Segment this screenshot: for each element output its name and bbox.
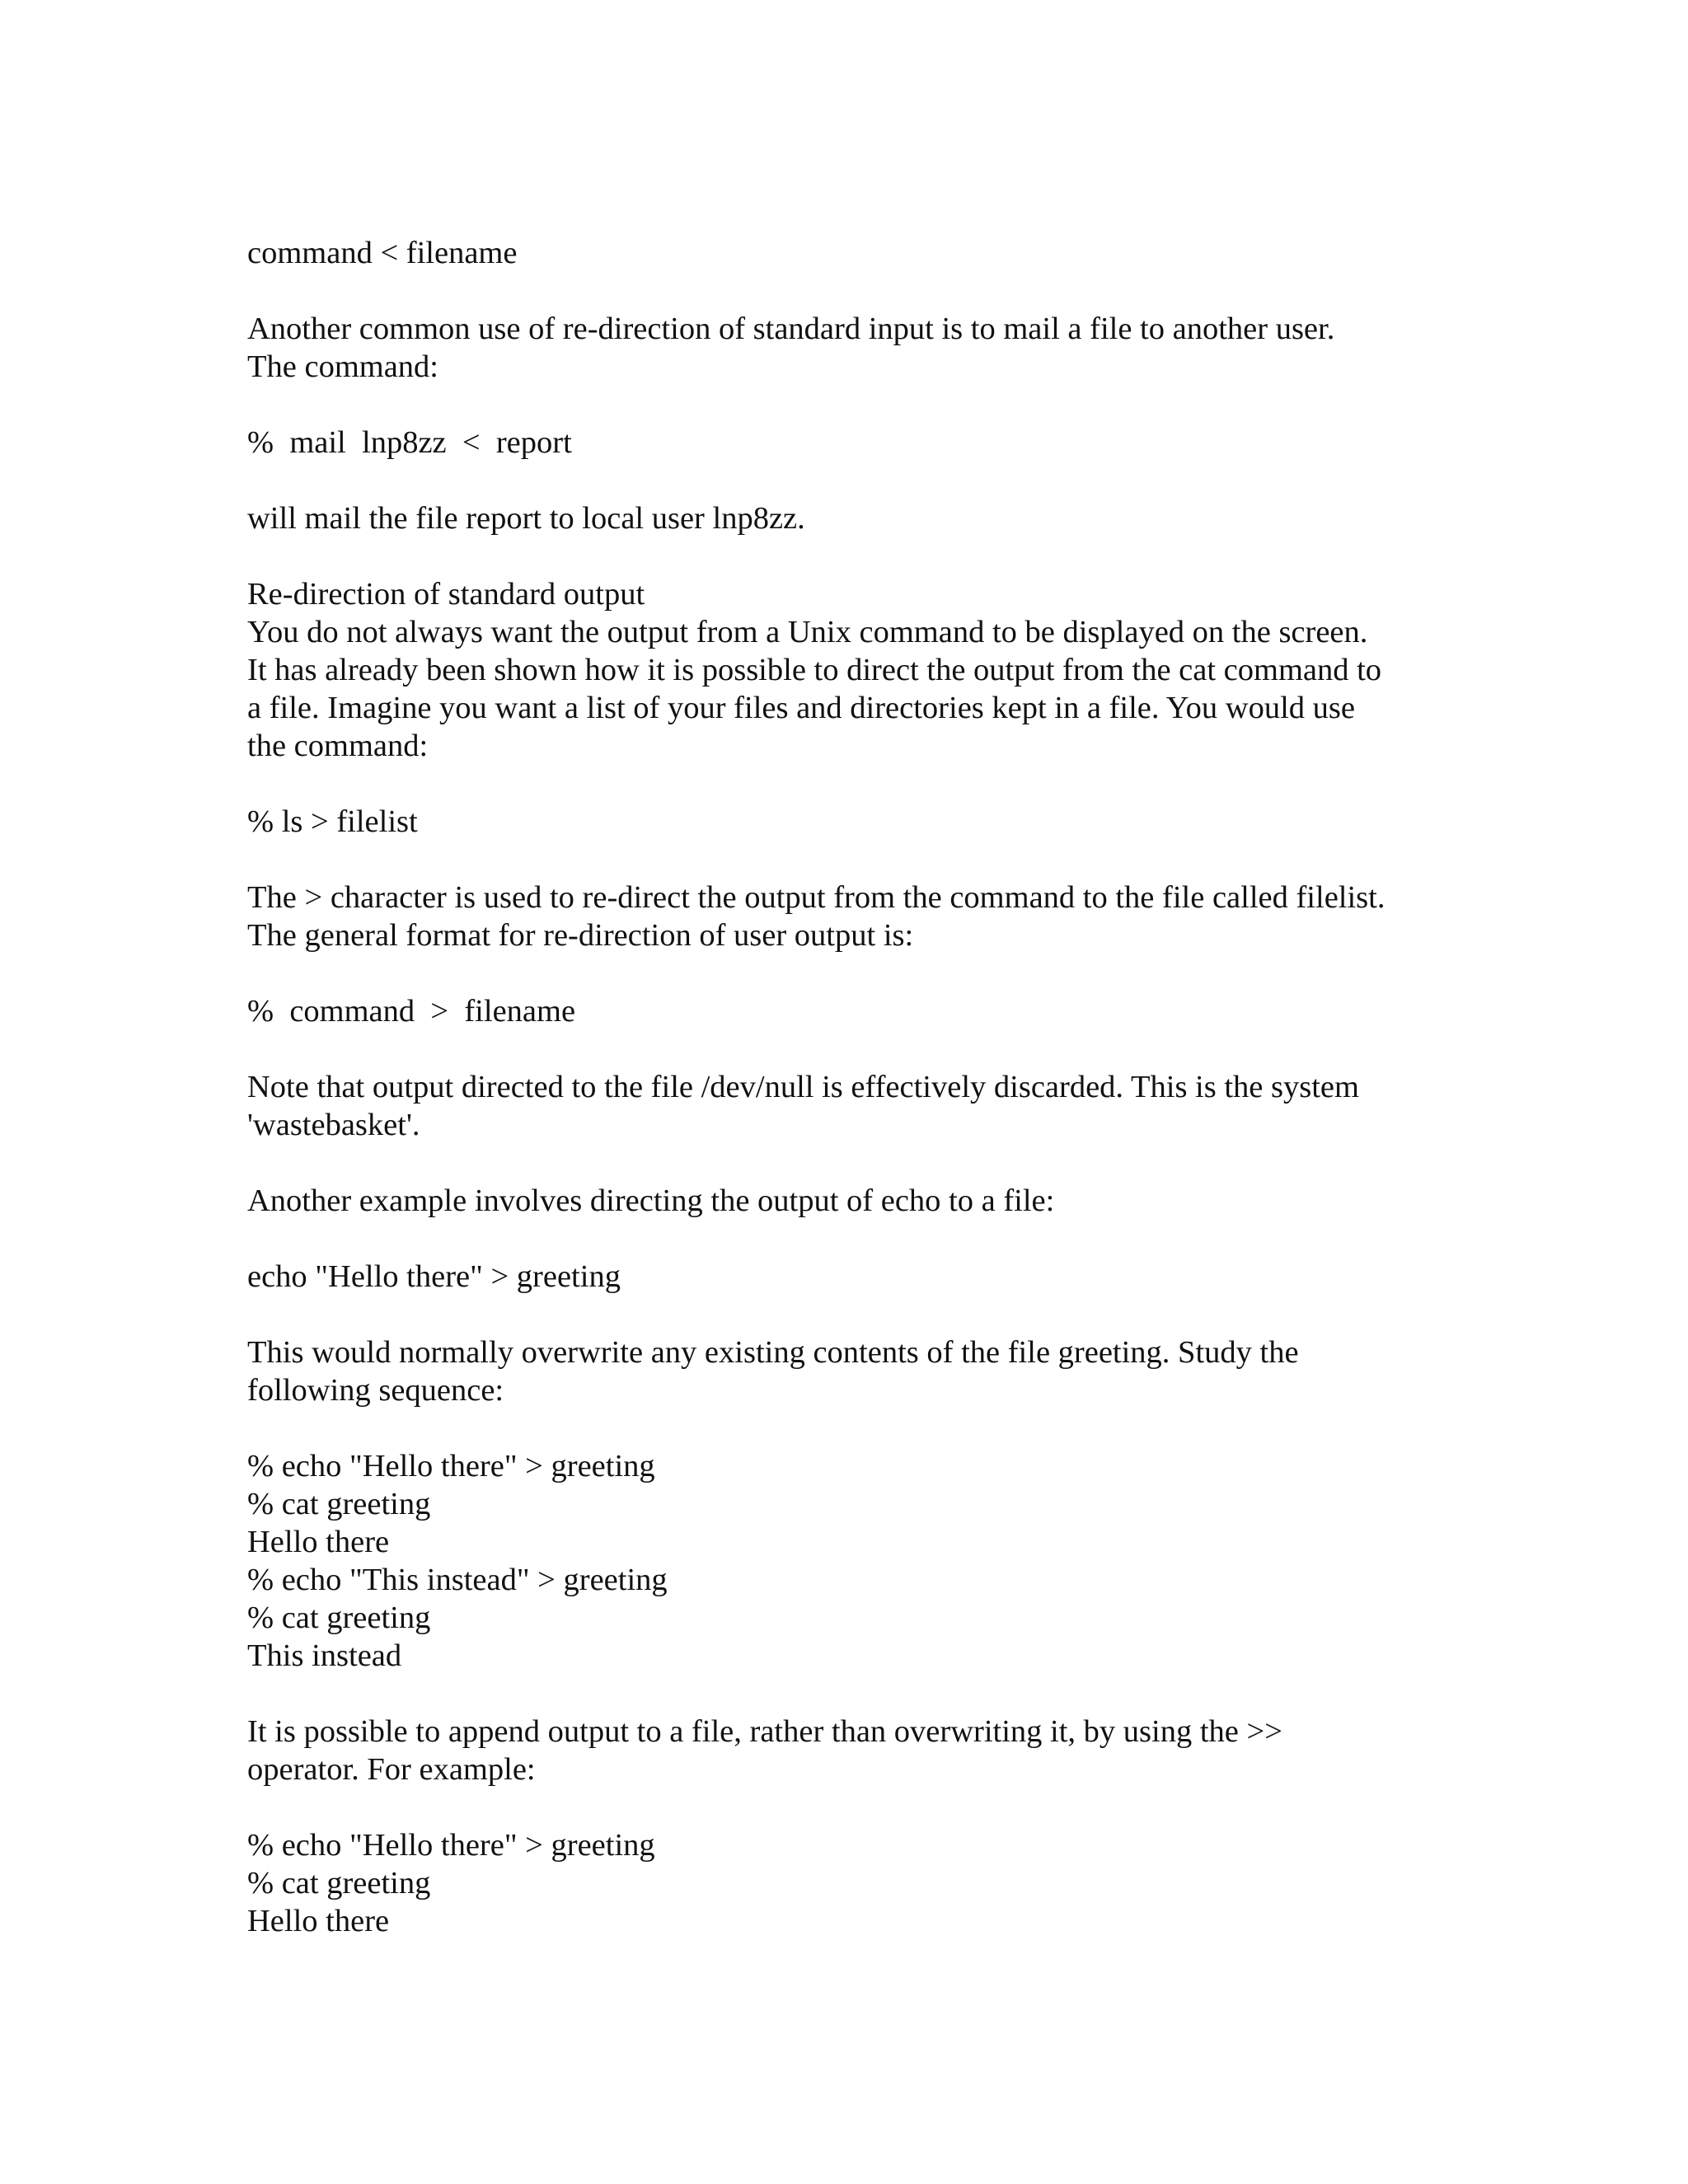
code-line: % echo "This instead" > greeting — [247, 1563, 668, 1597]
text-line: The > character is used to re-direct the output from the command to the file called filelist. — [247, 880, 1386, 915]
code-line: Hello there — [247, 1525, 390, 1559]
text-line: operator. For example: — [247, 1752, 536, 1787]
code-line: % cat greeting — [247, 1866, 431, 1900]
section-standard-output — [247, 575, 1467, 765]
text-line: The command: — [247, 349, 438, 384]
code-line: % cat greeting — [247, 1601, 431, 1635]
text-line: This would normally overwrite any existing contents of the file greeting. Study the — [247, 1335, 1299, 1370]
text-line: The general format for re-direction of user output is: — [247, 918, 914, 953]
code-mail-command — [247, 424, 1467, 462]
text-line: will mail the file report to local user lnp8zz. — [247, 501, 805, 536]
text-line: It is possible to append output to a file, rather than overwriting it, by using the >> — [247, 1714, 1282, 1749]
text-line: 'wastebasket'. — [247, 1108, 420, 1142]
code-line: echo "Hello there" > greeting — [247, 1259, 621, 1294]
section-heading: Re-direction of standard output — [247, 577, 645, 612]
paragraph-dev-null — [247, 1068, 1467, 1144]
code-line: This instead — [247, 1638, 402, 1673]
code-ls-filelist — [247, 803, 1467, 841]
paragraph-mail-explanation — [247, 499, 1467, 537]
code-overwrite-sequence — [247, 1447, 1467, 1675]
code-line: % command > filename — [247, 994, 576, 1029]
code-line: % echo "Hello there" > greeting — [247, 1449, 655, 1483]
paragraph-append — [247, 1713, 1467, 1788]
document-page — [247, 234, 1467, 1940]
paragraph-command-syntax — [247, 234, 1467, 272]
text-line: Another example involves directing the output of echo to a file: — [247, 1183, 1055, 1218]
text-line: You do not always want the output from a Unix command to be displayed on the screen. — [247, 615, 1368, 649]
text-line: It has already been shown how it is possible to direct the output from the cat command to — [247, 653, 1382, 687]
text-line: following sequence: — [247, 1373, 504, 1408]
code-line: % echo "Hello there" > greeting — [247, 1828, 655, 1863]
text-line: Note that output directed to the file /dev/null is effectively discarded. This is the system — [247, 1070, 1359, 1104]
code-line: % mail lnp8zz < report — [247, 425, 572, 460]
text-line: the command: — [247, 729, 429, 763]
paragraph-redirect-character — [247, 879, 1467, 954]
code-general-format — [247, 992, 1467, 1030]
code-line: Hello there — [247, 1904, 390, 1938]
code-line: % ls > filelist — [247, 804, 418, 839]
text-line: command < filename — [247, 236, 518, 270]
code-echo-greeting — [247, 1258, 1467, 1296]
text-line: Another common use of re-direction of standard input is to mail a file to another user. — [247, 312, 1335, 346]
paragraph-mail-intro — [247, 310, 1467, 386]
text-line: a file. Imagine you want a list of your files and directories kept in a file. You would use — [247, 691, 1355, 725]
paragraph-overwrite — [247, 1333, 1467, 1409]
paragraph-echo-example — [247, 1182, 1467, 1220]
code-line: % cat greeting — [247, 1487, 431, 1521]
code-append-sequence — [247, 1826, 1467, 1940]
